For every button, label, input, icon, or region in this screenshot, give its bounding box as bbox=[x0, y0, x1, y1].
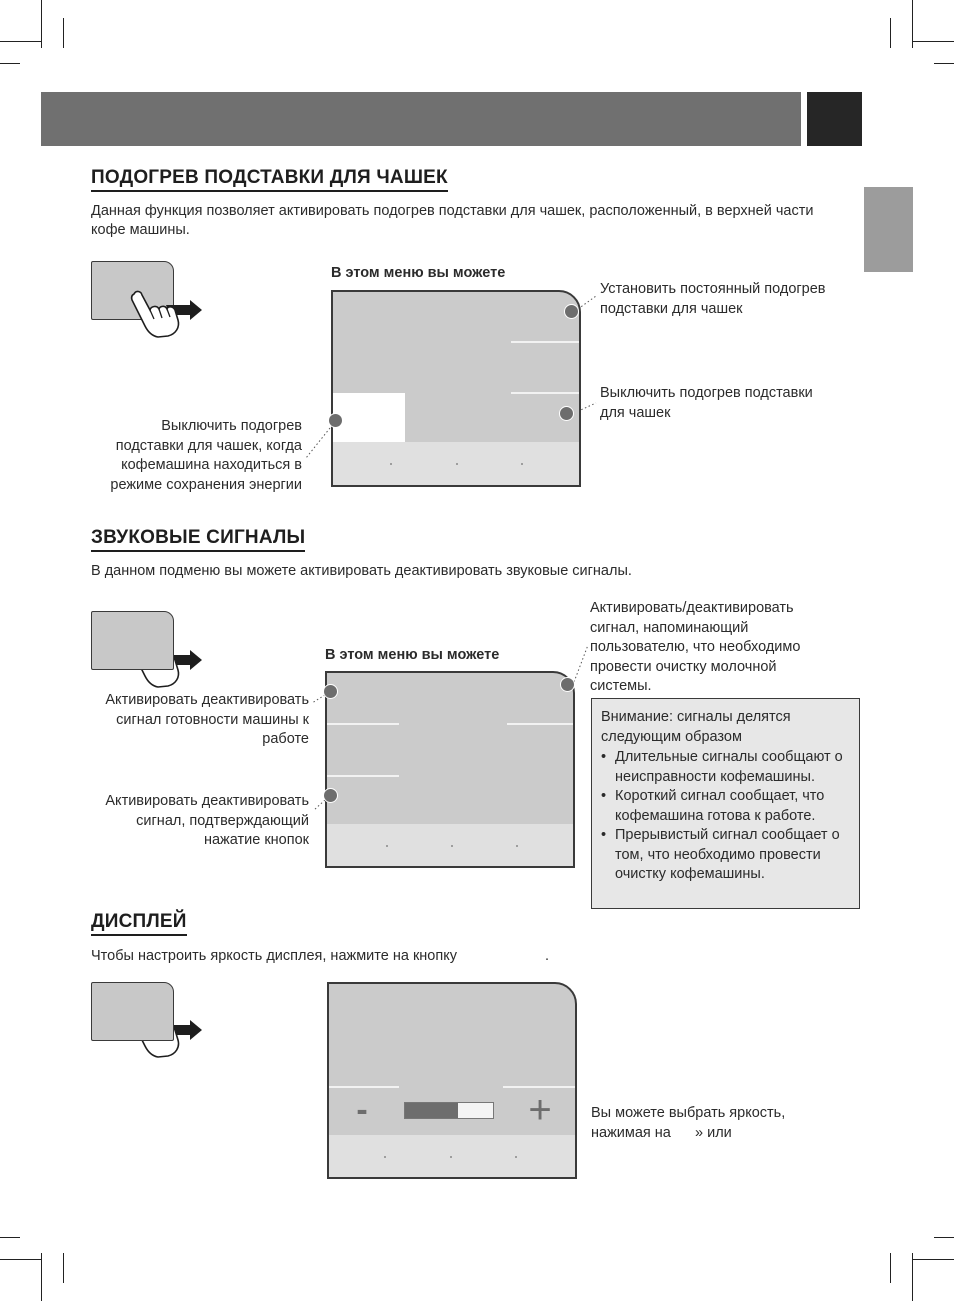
cup-warmer-description: Данная функция позволяет активировать подогрев подставки для чашек, расположенный, в верхней части кофе машины. bbox=[91, 203, 814, 238]
menu-heading: В этом меню вы можете bbox=[331, 265, 506, 281]
language-side-tab bbox=[864, 187, 913, 272]
screen-divider bbox=[327, 723, 399, 725]
header-page-block bbox=[807, 92, 862, 146]
callout-dot-icon bbox=[560, 677, 575, 692]
crop-mark bbox=[63, 18, 64, 48]
footer-dot bbox=[390, 463, 392, 465]
note-heating-off: Выключить подогрев подставки для чашек bbox=[600, 385, 813, 421]
note-ready-signal: Активировать деактивировать сигнал готовности машины к работе bbox=[105, 692, 309, 747]
brightness-plus-button[interactable]: + bbox=[528, 1088, 552, 1132]
attention-item: • Прерывистый сигнал сообщает о том, что необходимо провести очистку кофемашины. bbox=[601, 826, 849, 885]
crop-mark bbox=[0, 41, 41, 42]
section-title-display: ДИСПЛЕЙ bbox=[91, 911, 187, 936]
brightness-minus-button[interactable]: - bbox=[356, 1091, 368, 1129]
callout-dot-icon bbox=[323, 788, 338, 803]
attention-item: • Короткий сигнал сообщает, что кофемашина готова к работе. bbox=[601, 787, 849, 826]
display-screen-brightness bbox=[327, 982, 577, 1179]
footer-dot bbox=[450, 1156, 452, 1158]
menu-button-icon bbox=[91, 982, 174, 1041]
attention-item: • Длительные сигналы сообщают о неисправности кофемашины. bbox=[601, 748, 849, 787]
footer-dot bbox=[384, 1156, 386, 1158]
crop-mark bbox=[0, 1259, 41, 1260]
note-milk-cleaning: Активировать/деактивировать сигнал, напоминающий пользователю, что необходимо провести очистку молочной системы. bbox=[590, 600, 801, 694]
crop-mark bbox=[890, 18, 891, 48]
menu-heading: В этом меню вы можете bbox=[325, 647, 500, 663]
section-title-sound: ЗВУКОВЫЕ СИГНАЛЫ bbox=[91, 527, 305, 552]
note-brightness-line2: нажимая на » или bbox=[591, 1124, 732, 1141]
crop-mark bbox=[41, 1253, 42, 1301]
screen-divider bbox=[511, 392, 581, 394]
header-bar bbox=[41, 92, 801, 146]
crop-mark bbox=[0, 1237, 20, 1238]
attention-title: Внимание: сигналы делятся следующим образом bbox=[601, 709, 791, 745]
display-screen-sound bbox=[325, 671, 575, 868]
footer-dot bbox=[521, 463, 523, 465]
callout-dot-icon bbox=[328, 413, 343, 428]
footer-dot bbox=[451, 845, 453, 847]
crop-mark bbox=[913, 1259, 954, 1260]
display-screen-cup-warmer bbox=[331, 290, 581, 487]
note-button-signal: Активировать деактивировать сигнал, подтверждающий нажатие кнопок bbox=[105, 793, 309, 848]
sound-description: В данном подменю вы можете активировать деактивировать звуковые сигналы. bbox=[91, 563, 632, 579]
note-constant-heating: Установить постоянный подогрев подставки для чашек bbox=[600, 281, 826, 317]
callout-dot-icon bbox=[323, 684, 338, 699]
screen-footer bbox=[333, 442, 579, 485]
screen-footer bbox=[329, 1135, 575, 1177]
crop-mark bbox=[63, 1253, 64, 1283]
footer-dot bbox=[515, 1156, 517, 1158]
footer-dot bbox=[516, 845, 518, 847]
crop-mark bbox=[912, 1253, 913, 1301]
brightness-bar-fill bbox=[405, 1103, 458, 1118]
display-description-end: . bbox=[544, 948, 550, 964]
menu-button-icon bbox=[91, 611, 174, 670]
crop-mark bbox=[913, 41, 954, 42]
crop-mark bbox=[934, 1237, 954, 1238]
crop-mark bbox=[890, 1253, 891, 1283]
screen-divider bbox=[507, 723, 575, 725]
note-energy-saving: Выключить подогрев подставки для чашек, когда кофемашина находиться в режиме сохранения энергии bbox=[110, 418, 302, 493]
menu-button-icon bbox=[91, 261, 174, 320]
crop-mark bbox=[0, 63, 20, 64]
callout-dot-icon bbox=[559, 406, 574, 421]
screen-divider bbox=[511, 341, 581, 343]
callout-dot-icon bbox=[564, 304, 579, 319]
section-title-cup-warmer: ПОДОГРЕВ ПОДСТАВКИ ДЛЯ ЧАШЕК bbox=[91, 167, 448, 192]
brightness-bar bbox=[404, 1102, 494, 1119]
screen-footer bbox=[327, 824, 573, 866]
footer-dot bbox=[386, 845, 388, 847]
crop-mark bbox=[41, 0, 42, 48]
note-brightness-line1: Вы можете выбрать яркость, bbox=[591, 1105, 786, 1121]
note-brightness bbox=[591, 1104, 831, 1143]
screen-selected-option bbox=[333, 393, 405, 443]
screen-divider bbox=[327, 775, 399, 777]
crop-mark bbox=[934, 63, 954, 64]
display-description-text: Чтобы настроить яркость дисплея, нажмите на кнопку bbox=[91, 948, 457, 964]
attention-box bbox=[591, 698, 860, 909]
attention-list bbox=[601, 748, 849, 885]
footer-dot bbox=[456, 463, 458, 465]
display-description bbox=[91, 947, 549, 966]
